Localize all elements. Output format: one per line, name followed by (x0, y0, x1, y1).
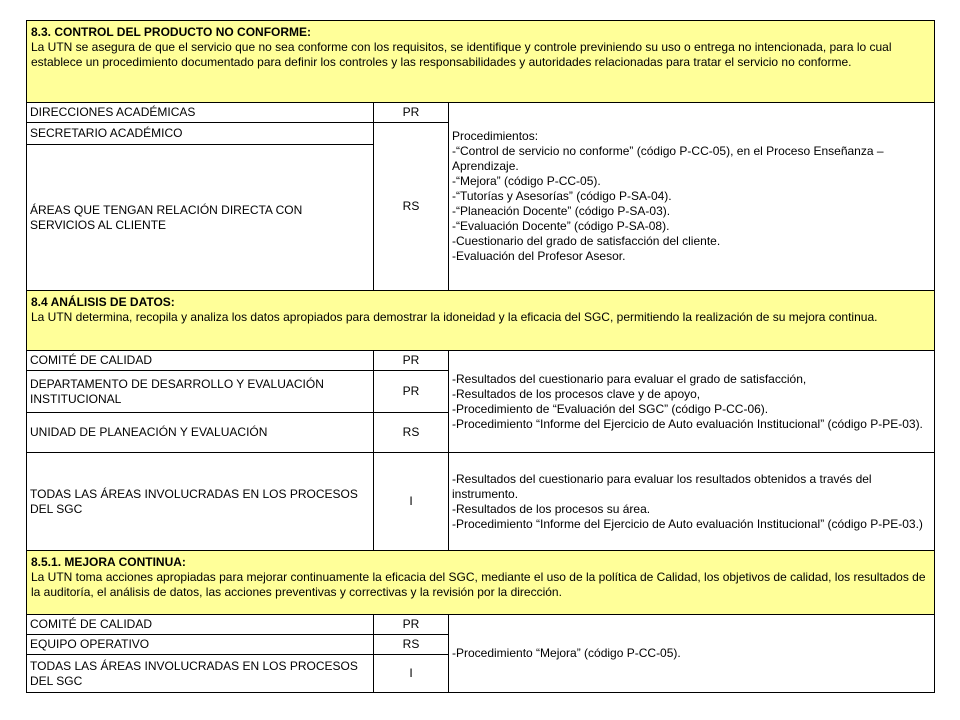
section-title: 8.3. CONTROL DEL PRODUCTO NO CONFORME: (31, 25, 312, 39)
role-cell: COMITÉ DE CALIDAD (27, 615, 374, 635)
role-cell: DEPARTAMENTO DE DESARROLLO Y EVALUACIÓN INSTITUCIONAL (27, 371, 374, 413)
document-line: -Procedimiento “Mejora” (código P-CC-05). (452, 646, 681, 660)
table-row (27, 103, 935, 123)
code-cell: PR (374, 615, 449, 635)
document-line: -Resultados del cuestionario para evaluar el grado de satisfacción, (452, 371, 807, 386)
section-text: La UTN se asegura de que el servicio que no sea conforme con los requisitos, se identifique y controle previniendo su uso o entrega no intencionada, para lo cual establece un procedimiento documentado para definir los controles y las responsabilidades y autoridades relacionadas para tratar el servicio no conforme. (31, 40, 892, 69)
documents-cell (449, 615, 935, 693)
section-header-cell (27, 21, 935, 103)
document-line: Procedimientos: (452, 129, 539, 143)
table-row (27, 351, 935, 371)
documents-cell (449, 351, 935, 453)
section-header-cell (27, 551, 935, 615)
document-line: -“Evaluación Docente” (código P-SA-08). (452, 219, 670, 233)
code-cell: I (374, 655, 449, 693)
document-line: -“Tutorías y Asesorías” (código P-SA-04). (452, 189, 672, 203)
role-cell: SECRETARIO ACADÉMICO (27, 123, 374, 145)
role-cell: EQUIPO OPERATIVO (27, 635, 374, 655)
code-cell: PR (374, 371, 449, 413)
document-line: -Resultados del cuestionario para evaluar los resultados obtenidos a través del instrumento. (452, 471, 872, 501)
section-header-8-3 (27, 21, 935, 103)
code-cell: PR (374, 103, 449, 123)
role-cell: COMITÉ DE CALIDAD (27, 351, 374, 371)
code-cell: PR (374, 351, 449, 371)
documents-cell (449, 103, 935, 291)
document-line: -“Control de servicio no conforme” (código P-CC-05), en el Proceso Enseñanza – Aprendizaje. (452, 144, 884, 173)
document-line: -Resultados de los procesos su área. (452, 501, 651, 516)
code-cell: RS (374, 123, 449, 291)
role-cell: DIRECCIONES ACADÉMICAS (27, 103, 374, 123)
document-line: -Procedimiento “Informe del Ejercicio de Auto evaluación Institucional” (código P-PE-03.) (452, 516, 923, 531)
document-line: -Procedimiento “Informe del Ejercicio de Auto evaluación Institucional” (código P-PE-03). (452, 416, 923, 431)
role-cell: UNIDAD DE PLANEACIÓN Y EVALUACIÓN (27, 413, 374, 453)
document-line: -Evaluación del Profesor Asesor. (452, 249, 626, 263)
section-title: 8.4 ANÁLISIS DE DATOS: (31, 295, 175, 309)
section-text: La UTN determina, recopila y analiza los datos apropiados para demostrar la idoneidad y la eficacia del SGC, permitiendo la realización de su mejora continua. (31, 310, 878, 324)
document-line: -Procedimiento de “Evaluación del SGC” (código P-CC-06). (452, 401, 769, 416)
document-line: -“Planeación Docente” (código P-SA-03). (452, 204, 671, 218)
table-row (27, 615, 935, 635)
table-row (27, 453, 935, 551)
role-cell: TODAS LAS ÁREAS INVOLUCRADAS EN LOS PROCESOS DEL SGC (27, 655, 374, 693)
document-line: -“Mejora” (código P-CC-05). (452, 174, 601, 188)
document-line: -Resultados de los procesos clave y de apoyo, (452, 386, 701, 401)
code-cell: RS (374, 413, 449, 453)
role-cell: TODAS LAS ÁREAS INVOLUCRADAS EN LOS PROCESOS DEL SGC (27, 453, 374, 551)
document-line: -Cuestionario del grado de satisfacción del cliente. (452, 234, 721, 248)
role-cell: ÁREAS QUE TENGAN RELACIÓN DIRECTA CON SERVICIOS AL CLIENTE (27, 145, 374, 291)
code-cell: RS (374, 635, 449, 655)
code-cell: I (374, 453, 449, 551)
section-header-cell (27, 291, 935, 351)
section-title: 8.5.1. MEJORA CONTINUA: (31, 555, 186, 569)
quality-procedures-table (26, 20, 935, 693)
section-text: La UTN toma acciones apropiadas para mejorar continuamente la eficacia del SGC, mediante el uso de la política de Calidad, los objetivos de calidad, los resultados de la auditoría, el análisis de datos, las acciones preventivas y correctivas y la revisión por la dirección. (31, 570, 926, 599)
section-header-8-5-1 (27, 551, 935, 615)
documents-cell (449, 453, 935, 551)
section-header-8-4 (27, 291, 935, 351)
